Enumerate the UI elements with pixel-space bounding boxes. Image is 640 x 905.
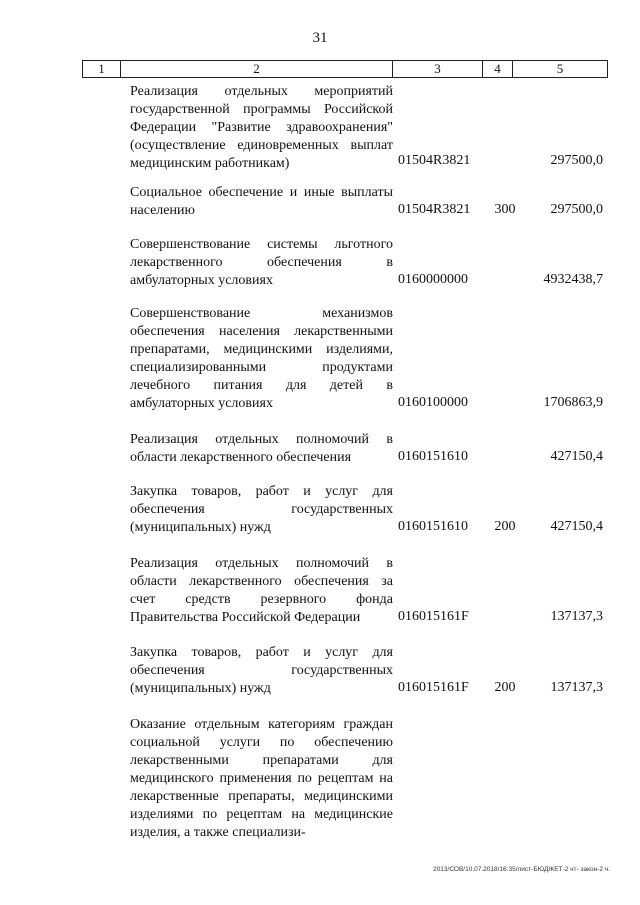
- budget-item-name: Реализация отдельных полномочий в области лекарственного обеспечения: [130, 432, 393, 465]
- budget-item-name: Совершенствование системы льготного лекарственного обеспечения в амбулаторных условиях: [130, 237, 393, 288]
- budget-item-name: Оказание отдельным категориям граждан социальной услуги по обеспечению лекарственными препаратами для медицинского применения по рецептам на лекарственные препараты, медицинскими изделиями по рецептам на медицинские изделия, а также специализи-: [130, 717, 393, 840]
- document-footer: 2013/СОВ/10.07.2018/16:35/лист-БЮДЖЕТ-2 чт- закон-2 ч.: [433, 866, 610, 873]
- budget-amount: 427150,4: [550, 449, 603, 464]
- budget-item-name: Реализация отдельных полномочий в области лекарственного обеспечения за счет средств резервного фонда Правительства Российской Федерации: [130, 556, 393, 625]
- target-article-code: 0160151610: [398, 519, 468, 534]
- budget-amount: 297500,0: [550, 202, 603, 217]
- column-header-4: 4: [483, 61, 513, 78]
- column-header-3: 3: [393, 61, 483, 78]
- column-header-table: [82, 60, 608, 78]
- budget-amount: 1706863,9: [543, 395, 603, 410]
- budget-item-name: Социальное обеспечение и иные выплаты населению: [130, 185, 393, 218]
- budget-amount: 427150,4: [550, 519, 603, 534]
- target-article-code: 016015161F: [398, 609, 469, 624]
- column-header-5: 5: [513, 61, 608, 78]
- column-header-1: 1: [83, 61, 121, 78]
- column-header-row: [83, 61, 608, 78]
- target-article-code: 0160000000: [398, 272, 468, 287]
- column-header-2: 2: [121, 61, 393, 78]
- budget-item-name: Совершенствование механизмов обеспечения населения лекарственными препаратами, медицинскими изделиями, специализированными продуктами лечебного питания для детей в амбулаторных условиях: [130, 306, 393, 411]
- expense-type-code: 300: [494, 202, 516, 217]
- expense-type-code: 200: [494, 680, 516, 695]
- page-number: 31: [312, 30, 328, 46]
- budget-item-name: Закупка товаров, работ и услуг для обеспечения государственных (муниципальных) нужд: [130, 484, 393, 535]
- budget-amount: 297500,0: [550, 153, 603, 168]
- budget-amount: 137137,3: [550, 609, 603, 624]
- budget-item-name: Закупка товаров, работ и услуг для обеспечения государственных (муниципальных) нужд: [130, 645, 393, 696]
- budget-item-name: Реализация отдельных мероприятий государственной программы Российской Федерации "Развитие здравоохранения" (осуществление единовременных выплат медицинским работникам): [130, 84, 393, 171]
- expense-type-code: 200: [494, 519, 516, 534]
- target-article-code: 01504R3821: [398, 202, 471, 217]
- target-article-code: 0160100000: [398, 395, 468, 410]
- target-article-code: 016015161F: [398, 680, 469, 695]
- target-article-code: 0160151610: [398, 449, 468, 464]
- budget-amount: 137137,3: [550, 680, 603, 695]
- budget-amount: 4932438,7: [543, 272, 603, 287]
- target-article-code: 01504R3821: [398, 153, 471, 168]
